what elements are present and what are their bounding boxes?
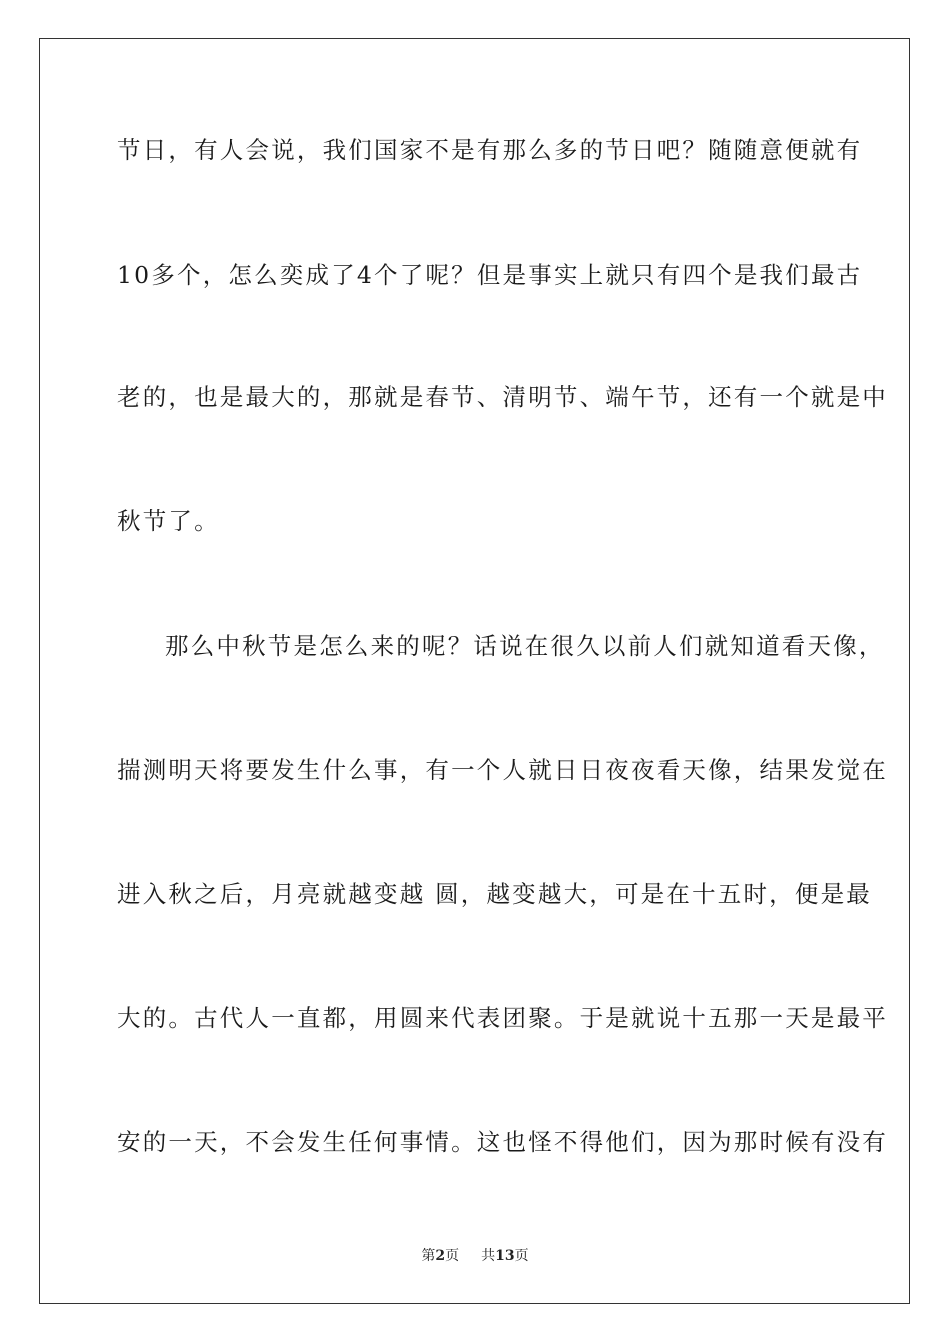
text-line: 10多个，怎么奕成了4个了呢？但是事实上就只有四个是我们最古	[117, 261, 863, 289]
text-line: 进入秋之后，月亮就越变越 圆，越变越大，可是在十五时，便是最	[117, 880, 872, 908]
text-line: 安的一天，不会发生任何事情。这也怪不得他们，因为那时候有没有	[117, 1128, 888, 1156]
text-line: 老的，也是最大的，那就是春节、清明节、端午节，还有一个就是中	[117, 383, 888, 411]
page-suffix: 页	[445, 1248, 460, 1264]
text-line: 节日，有人会说，我们国家不是有那么多的节日吧？随随意便就有	[117, 136, 863, 164]
text-line: 秋节了。	[117, 507, 220, 535]
total-suffix: 页	[514, 1248, 529, 1264]
page-prefix: 第	[421, 1248, 436, 1264]
page-border	[39, 38, 910, 1304]
text-line: 揣测明天将要发生什么事，有一个人就日日夜夜看天像，结果发觉在	[117, 756, 888, 784]
total-pages: 13	[495, 1248, 515, 1264]
page-footer	[0, 1245, 950, 1265]
text-line: 大的。古代人一直都，用圆来代表团聚。于是就说十五那一天是最平	[117, 1004, 888, 1032]
paragraph-first-line: 那么中秋节是怎么来的呢？话说在很久以前人们就知道看天像，	[165, 632, 885, 660]
total-prefix: 共	[481, 1248, 496, 1264]
page-number: 2	[435, 1248, 446, 1264]
